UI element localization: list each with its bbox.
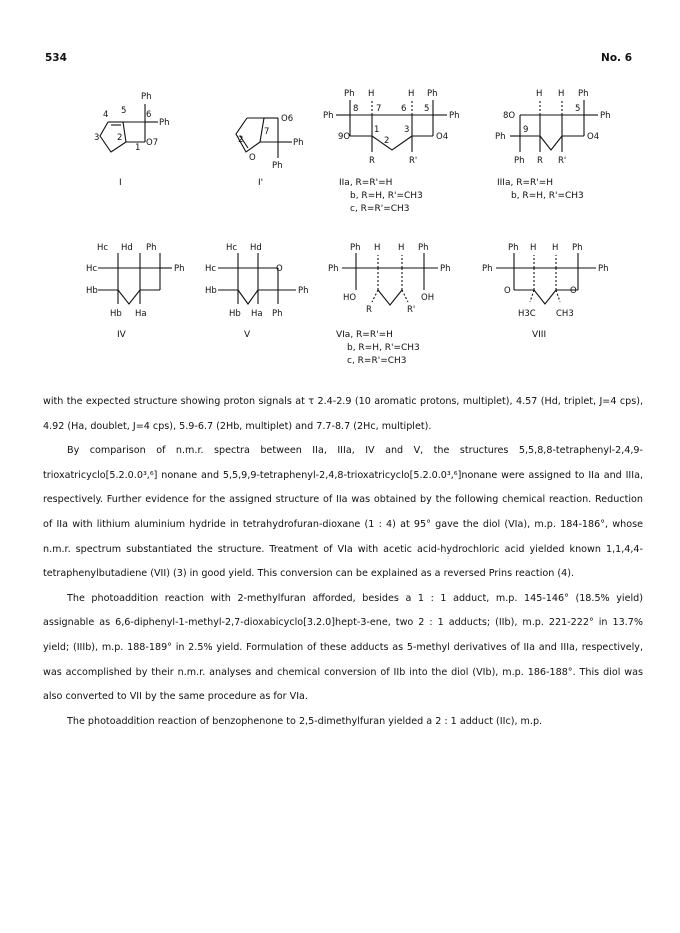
atom-V-0: Hc	[226, 243, 238, 253]
atom-VI-9: R'	[407, 305, 416, 315]
atom-II-7: 6	[401, 104, 407, 114]
structure-label-Iprime: I'	[258, 178, 264, 188]
structure-VI	[328, 243, 451, 366]
structure-II	[323, 89, 460, 214]
atom-I-8: O7	[146, 138, 159, 148]
atom-IV-3: Hc	[86, 264, 98, 274]
atom-IV-0: Hc	[97, 243, 109, 253]
page-number: 534	[45, 52, 67, 64]
atom-VIII-7: O	[570, 286, 577, 296]
body-text	[43, 390, 643, 734]
atom-III-10: R	[537, 156, 543, 166]
atom-II-14: O4	[436, 132, 449, 142]
paragraph-1: with the expected structure showing proton signals at τ 2.4-2.9 (10 aromatic protons, multiplet), 4.57 (Hd, triplet, J=4 cps), 4.92 (Ha, doublet, J=4 cps), 5.9-6.7 (2Hb, multiplet) and 7.7-8.7 (2Hc, multiplet).	[43, 396, 643, 432]
structure-I	[94, 92, 170, 188]
atom-V-8: Ph	[272, 309, 283, 319]
atom-IV-4: Ph	[174, 264, 185, 274]
atom-IV-2: Ph	[146, 243, 157, 253]
atom-I-6: 2	[117, 133, 123, 143]
atom-Ip-2: 2	[238, 135, 244, 145]
structure-label-IIIb: b, R=H, R'=CH3	[511, 191, 584, 201]
structure-label-I: I	[119, 178, 122, 188]
atom-VIII-9: CH3	[556, 309, 574, 319]
atom-III-1: H	[558, 89, 565, 99]
atom-III-4: 5	[575, 104, 581, 114]
atom-V-5: Ph	[298, 286, 309, 296]
paragraph-2: By comparison of n.m.r. spectra between IIa, IIIa, IV and V, the structures 5,5,8,8-tetraphenyl-2,4,9-trioxatricyclo[5.2.0.0³,⁶] nonane and 5,5,9,9-tetraphenyl-2,4,8-trioxatricyclo[5.2.0.0³,⁶]nonane were assigned to IIa and IIIa, respectively. Further evidence for the assigned structure of IIa was obtained by the following chemical reaction. Reduction of IIa with lithium aluminium hydride in tetrahydrofuran-dioxane (1 : 4) at 95° gave the diol (VIa), m.p. 184-186°, whose n.m.r. spectrum substantiated the structure. Treatment of VIa with acetic acid-hydrochloric acid yielded known 1,1,4,4-tetraphenylbutadiene (VII) (3) in good yield. This conversion can be explained as a reversed Prins reaction (4).	[43, 445, 643, 580]
atom-III-6: Ph	[495, 132, 506, 142]
atom-III-5: Ph	[600, 111, 611, 121]
paragraph-3: The photoaddition reaction with 2-methylfuran afforded, besides a 1 : 1 adduct, m.p. 145-146° (18.5% yield) assignable as 6,6-diphenyl-1-methyl-2,7-dioxabicyclo[3.2.0]hept-3-ene, two 2 : 1 adducts; (IIb), m.p. 221-222° in 13.7% yield; (IIIb), m.p. 188-189° in 2.5% yield. Formulation of these adducts as 5-methyl derivatives of IIa and IIIa, respectively, was accomplished by their n.m.r. analyses and chemical conversion of IIb into the diol (VIb), m.p. 186-188°. This diol was also converted to VII by the same procedure as for VIa.	[43, 592, 643, 703]
atom-II-12: 2	[384, 136, 390, 146]
atom-VI-7: OH	[421, 293, 435, 303]
atom-IV-1: Hd	[121, 243, 133, 253]
atom-VI-4: Ph	[328, 264, 339, 274]
atom-Ip-0: O6	[281, 114, 294, 124]
atom-V-1: Hd	[250, 243, 262, 253]
structure-label-IIIa: IIIa, R=R'=H	[497, 178, 554, 188]
structure-IV	[86, 243, 185, 340]
structure-label-IIb: b, R=H, R'=CH3	[350, 191, 423, 201]
atom-I-5: 3	[94, 133, 100, 143]
atom-V-6: Hb	[229, 309, 241, 319]
atom-VIII-8: H3C	[518, 309, 536, 319]
atom-I-0: Ph	[141, 92, 152, 102]
atom-VI-2: H	[398, 243, 405, 253]
atom-V-4: Hb	[205, 286, 217, 296]
atom-II-1: H	[368, 89, 375, 99]
atom-VIII-4: Ph	[482, 264, 493, 274]
structure-label-VIb: b, R=H, R'=CH3	[347, 343, 420, 353]
atom-VI-0: Ph	[350, 243, 361, 253]
atom-VI-1: H	[374, 243, 381, 253]
atom-I-1: Ph	[159, 118, 170, 128]
issue-number: No. 6	[601, 52, 632, 64]
atom-V-2: Hc	[205, 264, 217, 274]
atom-I-7: 1	[135, 143, 141, 153]
atom-Ip-5: O	[249, 153, 256, 163]
atom-I-2: 4	[103, 110, 109, 120]
atom-VIII-0: Ph	[508, 243, 519, 253]
atom-III-3: 8O	[503, 111, 516, 121]
atom-II-8: 5	[424, 104, 430, 114]
structure-label-IIc: c, R=R'=CH3	[350, 204, 410, 214]
atom-II-3: Ph	[427, 89, 438, 99]
atom-II-4: Ph	[323, 111, 334, 121]
structure-label-VIa: VIa, R=R'=H	[336, 330, 393, 340]
atom-II-11: 1	[374, 125, 380, 135]
atom-II-13: 3	[404, 125, 410, 135]
atom-IV-7: Ha	[135, 309, 147, 319]
atom-I-3: 5	[121, 106, 127, 116]
structure-VIII	[482, 243, 609, 340]
atom-VI-5: Ph	[440, 264, 451, 274]
atom-II-2: H	[408, 89, 415, 99]
structure-label-V: V	[244, 330, 251, 340]
atom-VIII-5: Ph	[598, 264, 609, 274]
paragraph-4: The photoaddition reaction of benzophenone to 2,5-dimethylfuran yielded a 2 : 1 adduct (IIc), m.p.	[67, 715, 543, 727]
atom-II-0: Ph	[344, 89, 355, 99]
atom-VI-3: Ph	[418, 243, 429, 253]
atom-VIII-2: H	[552, 243, 559, 253]
atom-Ip-4: Ph	[272, 161, 283, 171]
atom-III-11: R'	[558, 156, 567, 166]
atom-II-9: Ph	[449, 111, 460, 121]
atom-Ip-3: Ph	[293, 138, 304, 148]
atom-V-3: O	[276, 264, 283, 274]
structure-Iprime	[236, 114, 304, 188]
atom-II-15: R	[369, 156, 375, 166]
structure-label-IIa: IIa, R=R'=H	[339, 178, 393, 188]
atom-VI-6: HO	[343, 293, 357, 303]
atom-VIII-3: Ph	[572, 243, 583, 253]
atom-II-10: 9O	[338, 132, 351, 142]
atom-III-8: O4	[587, 132, 600, 142]
atom-III-0: H	[536, 89, 543, 99]
structure-V	[205, 243, 309, 340]
chemical-structures-scheme	[0, 0, 680, 380]
structure-label-VIII: VIII	[532, 330, 547, 340]
atom-III-2: Ph	[578, 89, 589, 99]
atom-VI-8: R	[366, 305, 372, 315]
structure-III	[495, 89, 611, 201]
atom-I-4: 6	[146, 110, 152, 120]
atom-II-16: R'	[409, 156, 418, 166]
atom-III-9: Ph	[514, 156, 525, 166]
structure-label-VIc: c, R=R'=CH3	[347, 356, 407, 366]
atom-IV-5: Hb	[86, 286, 98, 296]
atom-VIII-1: H	[530, 243, 537, 253]
atom-Ip-1: 7	[264, 127, 270, 137]
atom-II-6: 7	[376, 104, 382, 114]
atom-III-7: 9	[523, 125, 529, 135]
atom-II-5: 8	[353, 104, 359, 114]
structure-label-IV: IV	[117, 330, 126, 340]
atom-VIII-6: O	[504, 286, 511, 296]
atom-IV-6: Hb	[110, 309, 122, 319]
atom-V-7: Ha	[251, 309, 263, 319]
